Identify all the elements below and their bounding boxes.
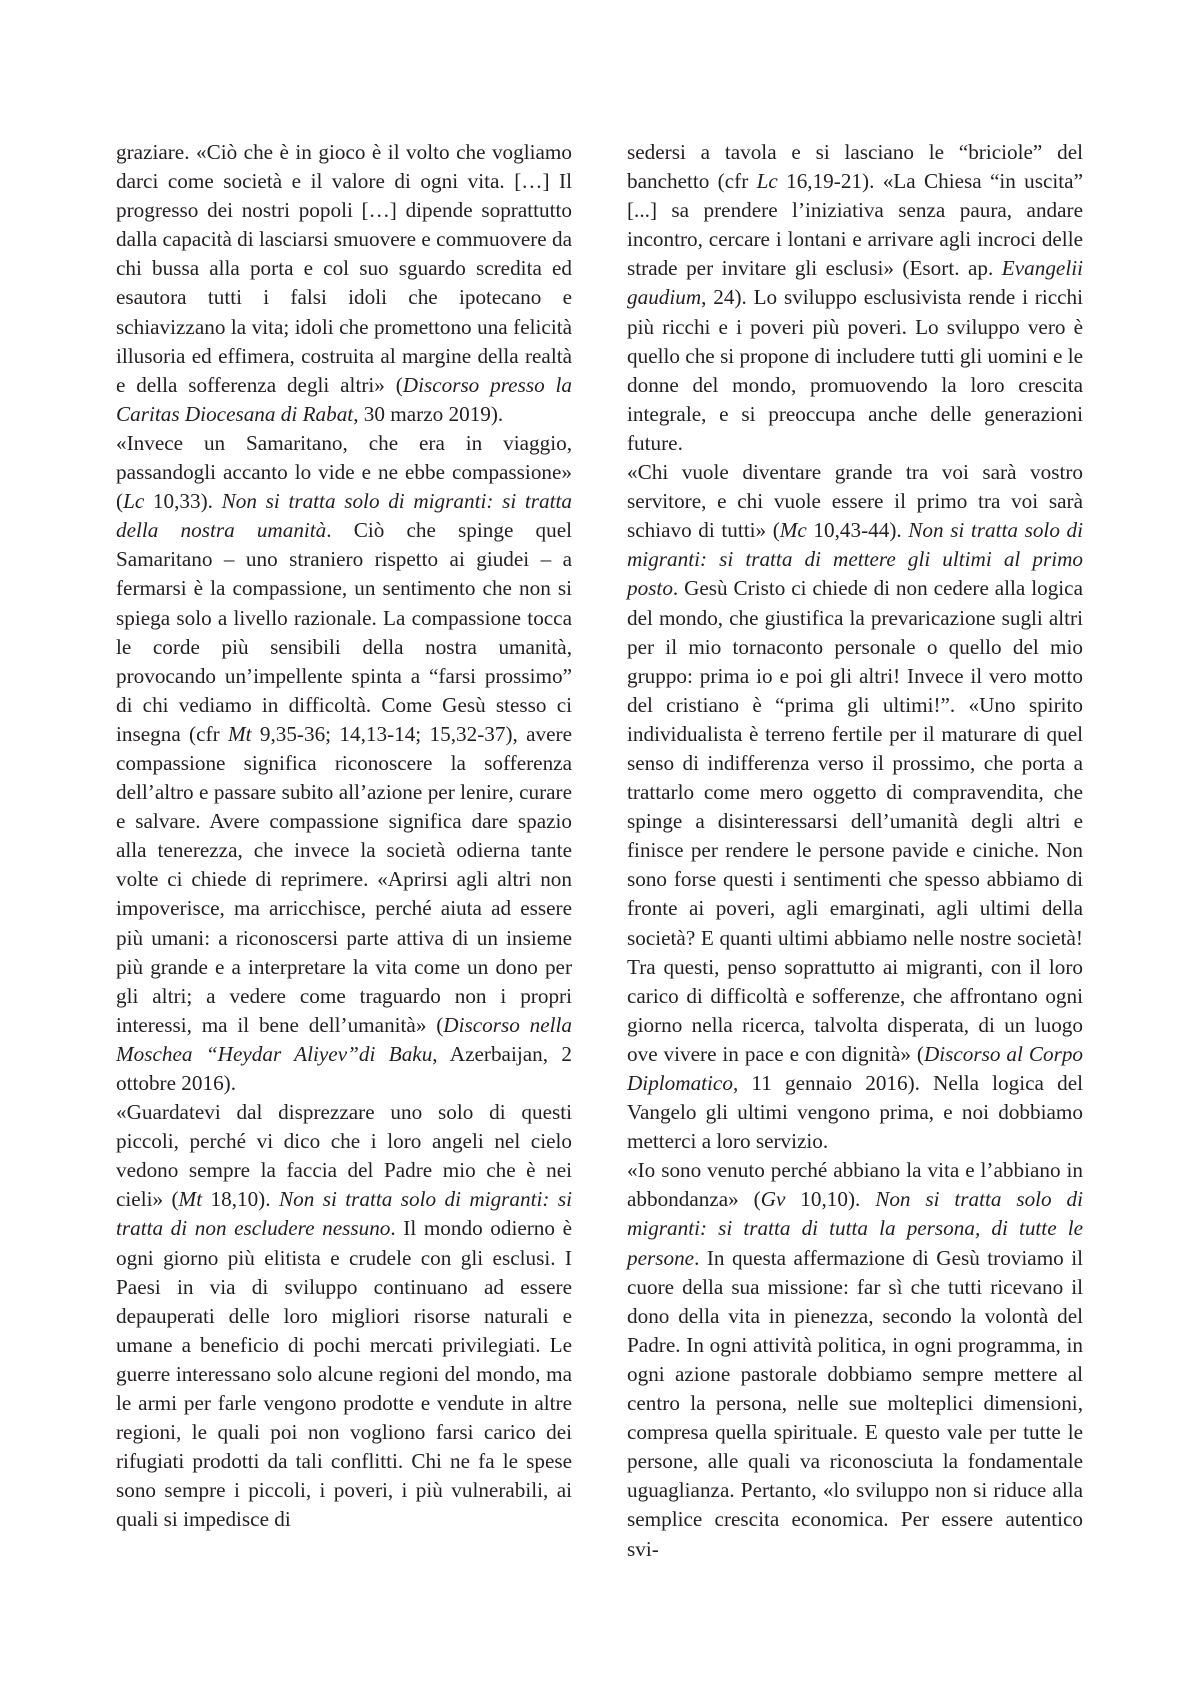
- text-run: . In questa affermazione di Gesù troviamo il cuore della sua missione: far sì che tutti ricevano il dono della vita in pienezza, secondo la volontà del Padre. In ogni attività politica, in ogni programma, in ogni azione pastorale dobbiamo sempre mettere al centro la persona, nelle sue molteplici dimensioni, compresa quella spirituale. E questo vale per tutte le persone, alle quali va riconosciuta la fondamentale uguaglianza. Pertanto, «lo sviluppo non si riduce alla semplice crescita economica. Per essere autentico svi-: [627, 1245, 1083, 1561]
- text-run: 10,43-44).: [806, 518, 909, 543]
- text-run: . Ciò che spinge quel Samaritano – uno straniero rispetto ai giudei – a fermarsi è la compassione, un sentimento che non si spiega solo a livello razionale. La compassione tocca le corde più sensibili della nostra umanità, provocando un’impellente spinta a “farsi prossimo” di chi vediamo in difficoltà. Come Gesù stesso ci insegna (cfr: [116, 518, 572, 746]
- text-run: , 24). Lo sviluppo esclusivista rende i ricchi più ricchi e i poveri più poveri. Lo sviluppo vero è quello che si propone di includere tutti gli uomini e le donne del mondo, promuovendo la loro crescita integrale, e si preoccupa anche delle generazioni future.: [627, 285, 1083, 455]
- text-run: 18,10).: [202, 1187, 279, 1212]
- text-run: 9,35-36; 14,13-14; 15,32-37), avere compassione significa riconoscere la sofferenza dell’altro e passare subito all’azione per lenire, curare e salvare. Avere compassione significa dare spazio alla tenerezza, che invece la società odierna tante volte ci chiede di reprimere. «Aprirsi agli altri non impoverisce, ma arricchisce, perché aiuta ad essere più umani: a riconoscersi parte attiva di un insieme più grande e a interpretare la vita come un dono per gli altri; a vedere come traguardo non i propri interessi, ma il bene dell’umanità» (: [116, 721, 572, 1037]
- text-run: . Il mondo odierno è ogni giorno più elitista e crudele con gli esclusi. I Paesi in via di sviluppo continuano ad essere depauperati delle loro migliori risorse naturali e umane a beneficio di pochi mercati privilegiati. Le guerre interessano solo alcune regioni del mondo, ma le armi per farle vengono prodotte e vendute in altre regioni, le quali poi non vogliono farsi carico dei rifugiati prodotti da tali conflitti. Chi ne fa le spese sono sempre i piccoli, i poveri, i più vulnerabili, ai quali si impedisce di: [116, 1216, 572, 1532]
- text-run: . Gesù Cristo ci chiede di non cedere alla logica del mondo, che giustifica la prevaricazione sugli altri per il mio tornaconto personale o quello del mio gruppo: prima io e poi gli altri! Invece il vero motto del cristiano è “prima gli ultimi!”. «Uno spirito individualista è terreno fertile per il maturare di quel senso di indifferenza verso il prossimo, che porta a trattarlo come mero oggetto di compravendita, che spinge a disinteressarsi dell’umanità degli altri e finisce per rendere le persone pavide e ciniche. Non sono forse questi i sentimenti che spesso abbiamo di fronte ai poveri, agli emarginati, agli ultimi della società? E quanti ultimi abbiamo nelle nostre società! Tra questi, penso soprattutto ai migranti, con il loro carico di difficoltà e sofferenze, che affrontano ogni giorno nella ricerca, talvolta disperata, di un luogo ove vivere in pace e con dignità» (: [627, 576, 1083, 1066]
- text-run: graziare. «Ciò che è in gioco è il volto che vogliamo darci come società e il valore di ogni vita. […] Il progresso dei nostri popoli […] dipende soprattutto dalla capacità di lasciarsi smuovere e commuovere da chi bussa alla porta e col suo sguardo scredita ed esautora tutti i falsi idoli che ipotecano e schiavizzano la vita; idoli che promettono una felicità illusoria ed effimera, costruita al margine della realtà e della sofferenza degli altri» (: [116, 140, 572, 397]
- text-run: 10,10).: [785, 1187, 876, 1212]
- text-run: «Invece un Samaritano, che era in viaggio, passandogli accanto lo vide e ne ebbe compassione» (: [116, 430, 572, 514]
- italic-text-run: Non si tratta solo di migranti: si tratta della nostra umanità: [116, 489, 572, 543]
- italic-text-run: Non si tratta solo di migranti: si tratta di mettere gli ultimi al primo posto: [627, 518, 1083, 601]
- text-run: , Azerbaijan, 2 ottobre 2016).: [116, 1041, 573, 1095]
- italic-text-run: Discorso al Corpo Diplomatico: [627, 1041, 1084, 1095]
- italic-text-run: Lc: [123, 489, 145, 514]
- italic-text-run: Discorso presso la Caritas Diocesana di Rabat: [116, 372, 572, 426]
- text-run: «Guardatevi dal disprezzare uno solo di questi piccoli, perché vi dico che i loro angeli nel cielo vedono sempre la faccia del Padre mio che è nei cieli» (: [116, 1100, 572, 1212]
- paragraph: [627, 458, 1083, 1156]
- paragraph: [116, 1098, 572, 1534]
- text-run: sedersi a tavola e si lasciano le “briciole” del banchetto (cfr: [627, 140, 1083, 194]
- italic-text-run: Mc: [779, 518, 807, 543]
- italic-text-run: Lc: [756, 169, 778, 194]
- italic-text-run: Gv: [760, 1187, 786, 1212]
- text-run: «Io sono venuto perché abbiano la vita e l’abbiano in abbondanza» (: [627, 1158, 1083, 1212]
- text-run: «Chi vuole diventare grande tra voi sarà vostro servitore, e chi vuole essere il primo tra voi sarà schiavo di tutti» (: [627, 460, 1083, 543]
- right-column: [627, 138, 1083, 1564]
- italic-text-run: Mt: [178, 1187, 203, 1212]
- text-run: 16,19-21). «La Chiesa “in uscita” [...] sa prendere l’iniziativa senza paura, andare incontro, cercare i lontani e arrivare agli incroci delle strade per invitare gli esclusi» (Esort. ap.: [627, 169, 1083, 281]
- text-run: , 30 marzo 2019).: [353, 401, 504, 426]
- italic-text-run: Discorso nella Moschea “Heydar Aliyev”di Baku: [116, 1012, 572, 1066]
- text-run: 10,33).: [144, 489, 222, 514]
- paragraph: [627, 1156, 1083, 1563]
- paragraph: [116, 429, 572, 1098]
- italic-text-run: Non si tratta solo di migranti: si tratta di non escludere nessuno: [116, 1187, 572, 1241]
- paragraph: [116, 138, 572, 429]
- text-run: , 11 gennaio 2016). Nella logica del Vangelo gli ultimi vengono prima, e noi dobbiamo metterci a loro servizio.: [627, 1071, 1083, 1154]
- italic-text-run: Mt: [227, 721, 252, 746]
- italic-text-run: Evangelii gaudium: [627, 256, 1083, 310]
- left-column: [116, 138, 572, 1535]
- italic-text-run: Non si tratta solo di migranti: si tratta di tutta la persona, di tutte le persone: [627, 1187, 1084, 1270]
- paragraph: [627, 138, 1083, 458]
